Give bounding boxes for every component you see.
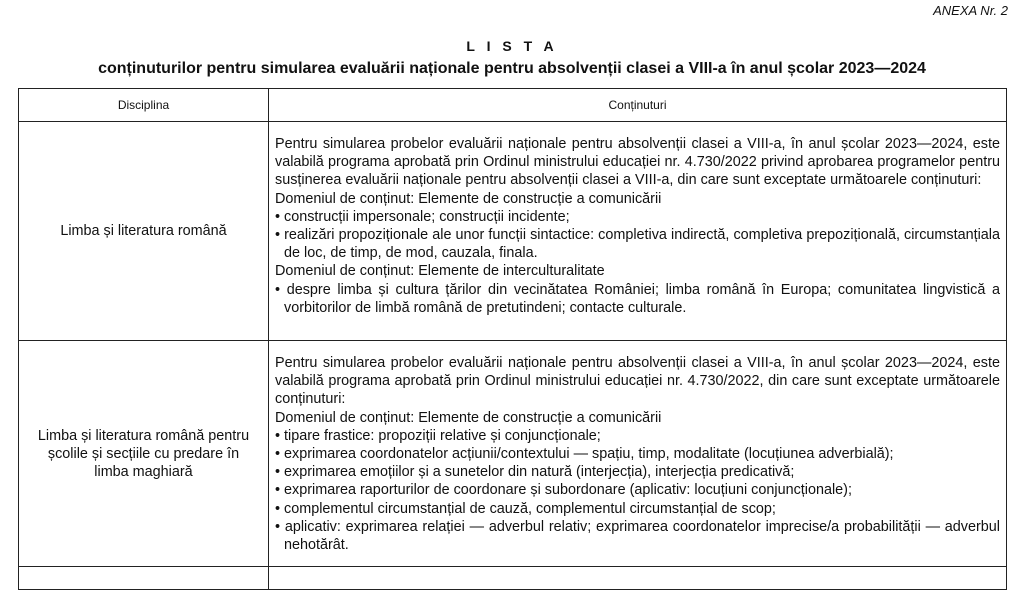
contents-cell — [269, 122, 1007, 341]
table-row — [19, 567, 1007, 590]
list-item: • tipare frastice: propoziții relative și conjuncționale; — [275, 427, 601, 444]
header-contents: Conținuturi — [269, 89, 1007, 122]
contents-cell — [269, 567, 1007, 590]
contents-table — [18, 88, 1007, 590]
intro-text: Pentru simularea probelor evaluării naționale pentru absolvenții clasei a VIII-a, în anul școlar 2023—2024, este valabilă programa aprobată prin Ordinul ministrului educației nr. 4.730/2022 privind aprobarea programelor pentru susținerea evaluării naționale pentru absolvenții clasei a VIII-a, din care sunt exceptate următoarele conținuturi: — [275, 136, 1000, 189]
table-row — [19, 122, 1007, 341]
list-item: • aplicativ: exprimarea relației — adverbul relativ; exprimarea coordonatelor imprecise/a probabilității — adverbul nehotărât. — [275, 518, 1000, 554]
list-item: • exprimarea coordonatelor acțiunii/contextului — spațiu, timp, modalitate (locuțiunea adverbială); — [275, 446, 894, 463]
content-domain: Domeniul de conținut: Elemente de interculturalitate — [275, 263, 605, 280]
annex-number: ANEXA Nr. 2 — [933, 3, 1008, 18]
document-subtitle: conținuturilor pentru simularea evaluării naționale pentru absolvenții clasei a VIII-a în anul școlar 2023—2024 — [98, 60, 926, 77]
table-row — [19, 341, 1007, 567]
discipline-cell: Limba și literatura română pentru școlile și secțiile cu predare în limba maghiară — [19, 341, 269, 567]
list-item: • complementul circumstanțial de cauză, complementul circumstanțial de scop; — [275, 500, 776, 517]
list-item: • exprimarea emoțiilor și a sunetelor din natură (interjecția), interjecția predicativă; — [275, 464, 795, 481]
document-title: L I S T A — [466, 38, 558, 54]
list-item: • realizări propoziționale ale unor funcții sintactice: completiva indirectă, completiva prepozițională, circumstanțiala de loc, de timp, de mod, cauzala, finala. — [275, 227, 1000, 262]
table-header-row — [19, 89, 1007, 122]
intro-text: Pentru simularea probelor evaluării naționale pentru absolvenții clasei a VIII-a, în anul școlar 2023—2024, este valabilă programa aprobată prin Ordinul ministrului educației nr. 4.730/2022, din care sunt exceptate următoarele conținuturi: — [275, 355, 1000, 408]
content-domain: Domeniul de conținut: Elemente de construcție a comunicării — [275, 190, 662, 207]
content-domain: Domeniul de conținut: Elemente de construcție a comunicării — [275, 409, 662, 426]
header-discipline: Disciplina — [19, 89, 269, 122]
list-item: • construcții impersonale; construcții incidente; — [275, 208, 570, 225]
list-item: • despre limba și cultura țărilor din vecinătatea României; limba română în Europa; comunitatea lingvistică a vorbitorilor de limbă română de pretutindeni; contacte culturale. — [275, 281, 1000, 316]
list-item: • exprimarea raporturilor de coordonare și subordonare (aplicativ: locuțiuni conjuncționale); — [275, 482, 852, 499]
discipline-cell — [19, 567, 269, 590]
discipline-cell: Limba și literatura română — [19, 122, 269, 341]
contents-cell — [269, 341, 1007, 567]
